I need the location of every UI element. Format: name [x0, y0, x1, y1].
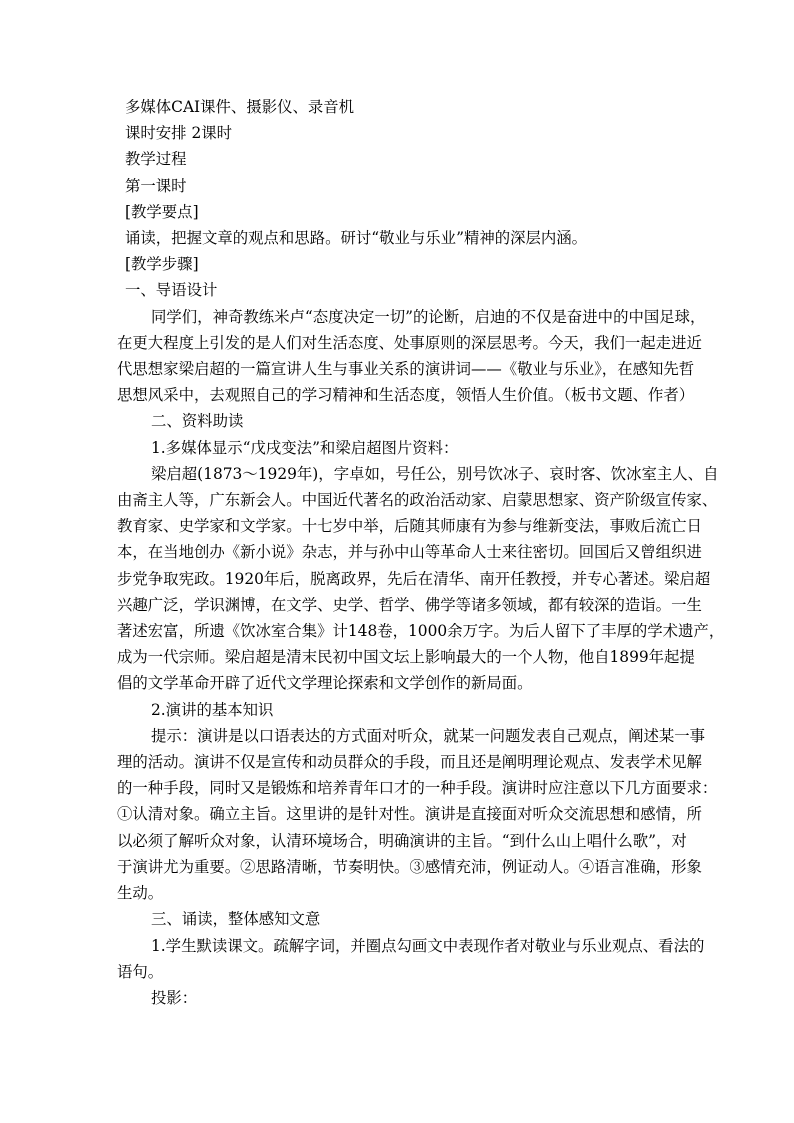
process-heading: 教学过程	[125, 150, 187, 169]
speech-line: 于演讲尤为重要。②思路清晰，节奏明快。③感情充沛，例证动人。④语言准确，形象	[117, 857, 702, 876]
step1-line: 语句。	[117, 962, 164, 981]
item1-heading: 1.多媒体显示“戊戌变法”和梁启超图片资料：	[151, 438, 459, 457]
speech-line: 以必须了解听众对象，认清环境场合，明确演讲的主旨。“到什么山上唱什么歌”，对	[117, 831, 687, 850]
intro-line: 在更大程度上引发的是人们对生活态度、处事原则的深层思考。今天，我们一起走进近	[117, 333, 702, 352]
steps-heading: [教学步骤]	[125, 255, 199, 274]
speech-line: ①认清对象。确立主旨。这里讲的是针对性。演讲是直接面对听众交流思想和感情，所	[117, 805, 702, 824]
biography-paragraph	[117, 461, 725, 697]
document-body	[117, 94, 725, 1011]
bio-line: 成为一代宗师。梁启超是清末民初中国文坛上影响最大的一个人物，他自1899年起提	[117, 648, 695, 667]
intro-line: 思想风采中，去观照自己的学习精神和生活态度，领悟人生价值。（板书文题、作者）	[117, 386, 695, 405]
bio-line: 兴趣广泛，学识渊博，在文学、史学、哲学、佛学等诸多领域，都有较深的造诣。一生	[117, 595, 702, 614]
speech-line: 提示：演讲是以口语表达的方式面对听众，就某一问题发表自己观点，阐述某一事	[151, 726, 706, 745]
bio-line: 梁启超(1873～1929年)，字卓如，号任公，别号饮冰子、哀时客、饮冰室主人、自	[151, 464, 719, 483]
section-intro-heading: 一、导语设计	[125, 281, 218, 300]
intro-paragraph	[117, 304, 706, 409]
first-lesson-heading: 第一课时	[125, 176, 187, 195]
speech-line: 生动。	[117, 884, 164, 903]
bio-line: 教育家、史学家和文学家。十七岁中举，后随其师康有为参与维新变法，事败后流亡日	[117, 517, 702, 536]
speech-paragraph	[117, 723, 718, 906]
step1-line: 1.学生默读课文。疏解字词，并圈点勾画文中表现作者对敬业与乐业观点、看法的	[151, 936, 705, 955]
speech-line: 理的活动。演讲不仅是宣传和动员群众的手段，而且还是阐明理论观点、发表学术见解	[117, 753, 702, 772]
speech-line: 的一种手段，同时又是锻炼和培养青年口才的一种手段。演讲时应注意以下几方面要求：	[117, 779, 718, 798]
bio-line: 由斋主人等，广东新会人。中国近代著名的政治活动家、启蒙思想家、资产阶级宣传家、	[117, 491, 718, 510]
key-points-heading: [教学要点]	[125, 202, 199, 221]
materials-line: 多媒体CAI课件、摄影仪、录音机	[125, 98, 355, 116]
bio-line: 倡的文学革命开辟了近代文学理论探索和文学创作的新局面。	[117, 674, 533, 693]
key-points-text: 诵读，把握文章的观点和思路。研讨“敬业与乐业”精神的深层内涵。	[125, 229, 588, 248]
intro-line: 代思想家梁启超的一篇宣讲人生与事业关系的演讲词——《敬业与乐业》，在感知先哲	[117, 360, 695, 379]
item2-heading: 2.演讲的基本知识	[151, 700, 274, 719]
bio-line: 本，在当地创办《新小说》杂志，并与孙中山等革命人士来往密切。回国后又曾组织进	[117, 543, 702, 562]
step1-paragraph	[117, 933, 705, 985]
projection-label: 投影：	[151, 988, 198, 1007]
section-reading-heading: 三、诵读，整体感知文意	[151, 910, 321, 929]
schedule-line: 课时安排 2课时	[125, 124, 233, 143]
section-materials-heading: 二、资料助读	[151, 412, 244, 431]
intro-line: 同学们，神奇教练米卢“态度决定一切”的论断，启迪的不仅是奋进中的中国足球，	[151, 307, 706, 326]
bio-line: 步党争取宪政。1920年后，脱离政界，先后在清华、南开任教授，并专心著述。梁启超	[117, 569, 711, 588]
bio-line: 著述宏富，所遗《饮冰室合集》计148卷，1000余万字。为后人留下了丰厚的学术遗产，	[117, 622, 725, 641]
